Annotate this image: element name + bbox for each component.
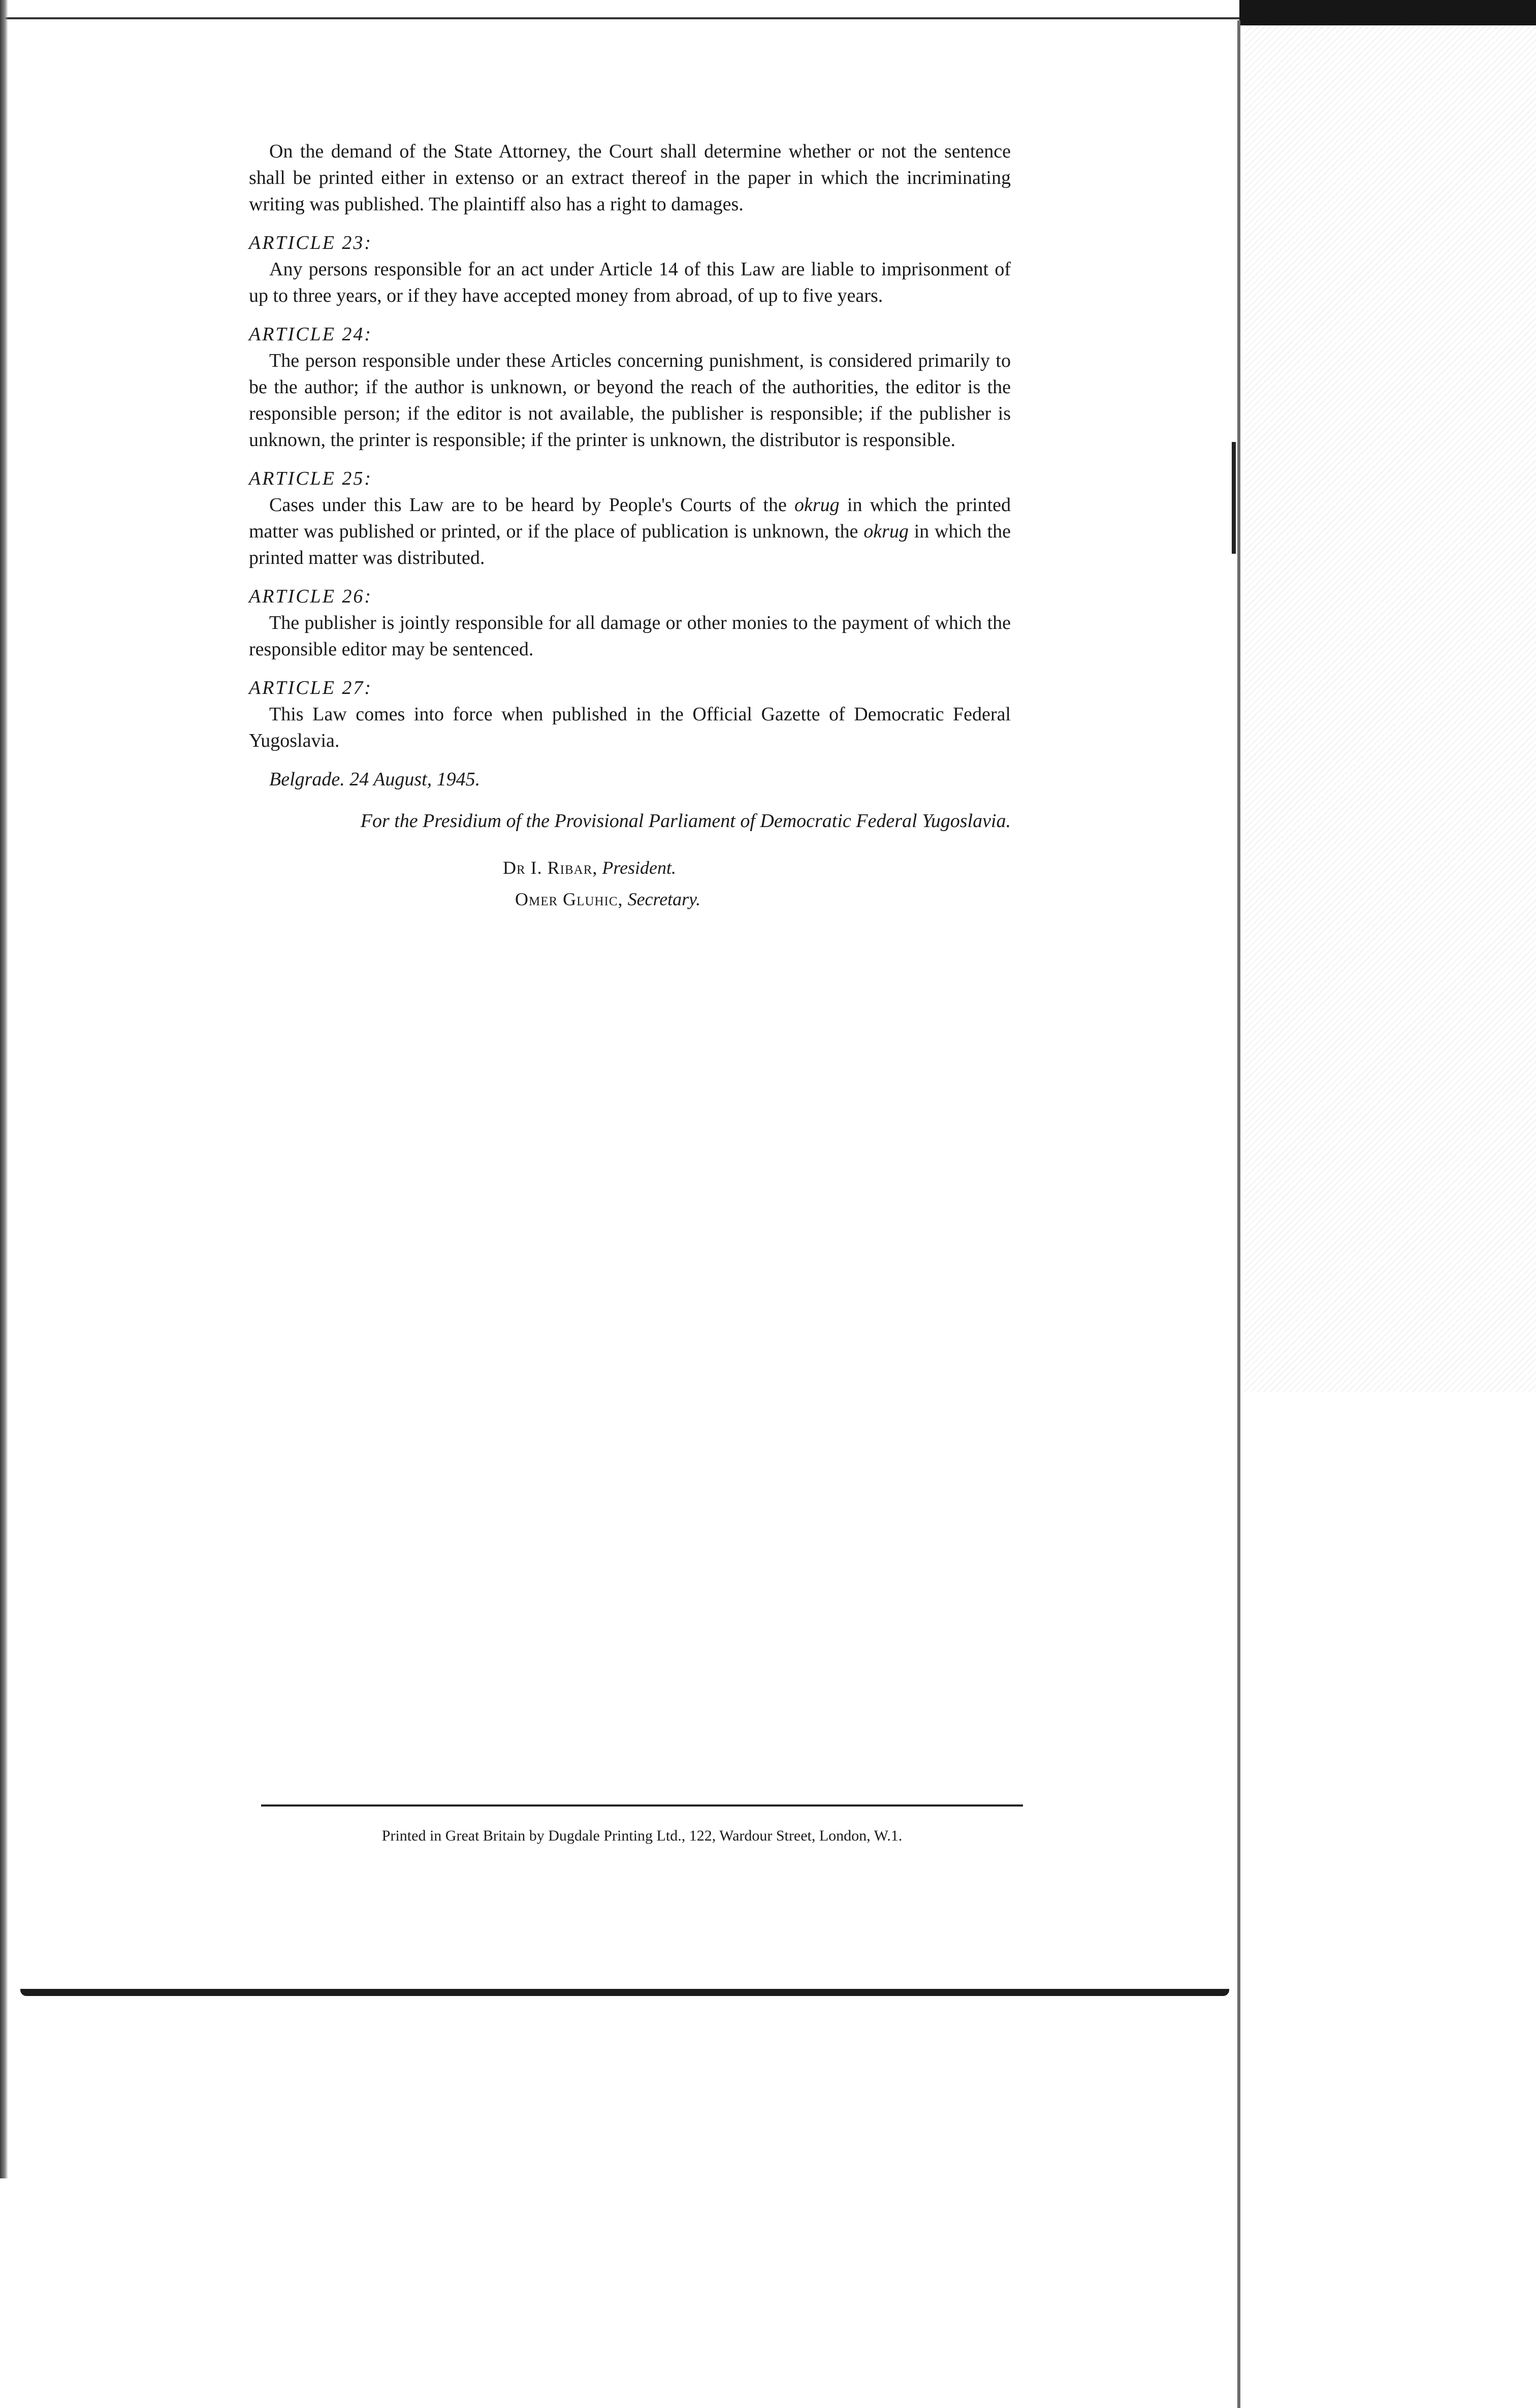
signatory-name: Dr I. Ribar, — [503, 858, 598, 878]
okrug-term: okrug — [794, 494, 840, 516]
article-26 — [249, 584, 1011, 662]
signature-secretary — [515, 887, 1011, 911]
article-heading: ARTICLE 23: — [249, 232, 373, 254]
article-heading: ARTICLE 27: — [249, 677, 373, 699]
presidium-line: For the Presidium of the Provisional Parliament of Democratic Federal Yugoslavia. — [360, 810, 1011, 832]
binding-mark — [1232, 442, 1236, 554]
opening-paragraph: On the demand of the State Attorney, the Court shall determine whether or not the sentence shall be printed either in extenso or an extract thereof in the paper in which the incriminating writing was published. The plaintiff also has a right to damages. — [249, 141, 1011, 215]
scan-speckle-area — [1244, 20, 1536, 1392]
article-text: This Law comes into force when published in the Official Gazette of Democratic Federal Yugoslavia. — [249, 704, 1011, 751]
signatory-role: President. — [602, 858, 677, 878]
article-text: The person responsible under these Articles concerning punishment, is considered primarily to be the author; if the author is unknown, or beyond the reach of the authorities, the editor is the responsible person; if the editor is not available, the publisher is responsible; if the publisher is unknown, the printer is responsible; if the printer is unknown, the distributor is responsible. — [249, 350, 1011, 451]
signature-president — [503, 856, 1011, 880]
article-24 — [249, 322, 1011, 453]
footer-rule — [261, 1804, 1023, 1807]
article-text: Any persons responsible for an act under Article 14 of this Law are liable to imprisonment of up to three years, or if they have accepted money from abroad, of up to five years. — [249, 259, 1011, 306]
printer-imprint: Printed in Great Britain by Dugdale Printing Ltd., 122, Wardour Street, London, W.1. — [381, 1827, 903, 1844]
article-text-part: Cases under this Law are to be heard by People's Courts of the — [269, 494, 795, 516]
page-right-edge — [1237, 20, 1240, 2408]
page-left-edge — [0, 0, 8, 2178]
page-top-rule — [0, 17, 1239, 19]
article-heading: ARTICLE 25: — [249, 468, 373, 489]
article-heading: ARTICLE 24: — [249, 324, 373, 345]
article-text-part: in which the printed matter was published or printed, or if the place of publication is unknown, the — [249, 494, 1011, 542]
signatory-name: Omer Gluhic, — [515, 889, 623, 909]
article-text-part: in which the printed matter was distributed. — [249, 521, 1011, 568]
article-text — [249, 492, 1011, 571]
place-and-date: Belgrade. 24 August, 1945. — [269, 769, 481, 790]
signatory-role: Secretary. — [627, 889, 701, 909]
article-23 — [249, 231, 1011, 309]
article-25 — [249, 466, 1011, 571]
document-body — [249, 138, 1011, 911]
article-27 — [249, 676, 1011, 754]
article-heading: ARTICLE 26: — [249, 586, 373, 607]
article-text: The publisher is jointly responsible for all damage or other monies to the payment of which the responsible editor may be sentenced. — [249, 612, 1011, 660]
okrug-term: okrug — [863, 521, 909, 542]
page-bottom-edge — [20, 1989, 1229, 1996]
